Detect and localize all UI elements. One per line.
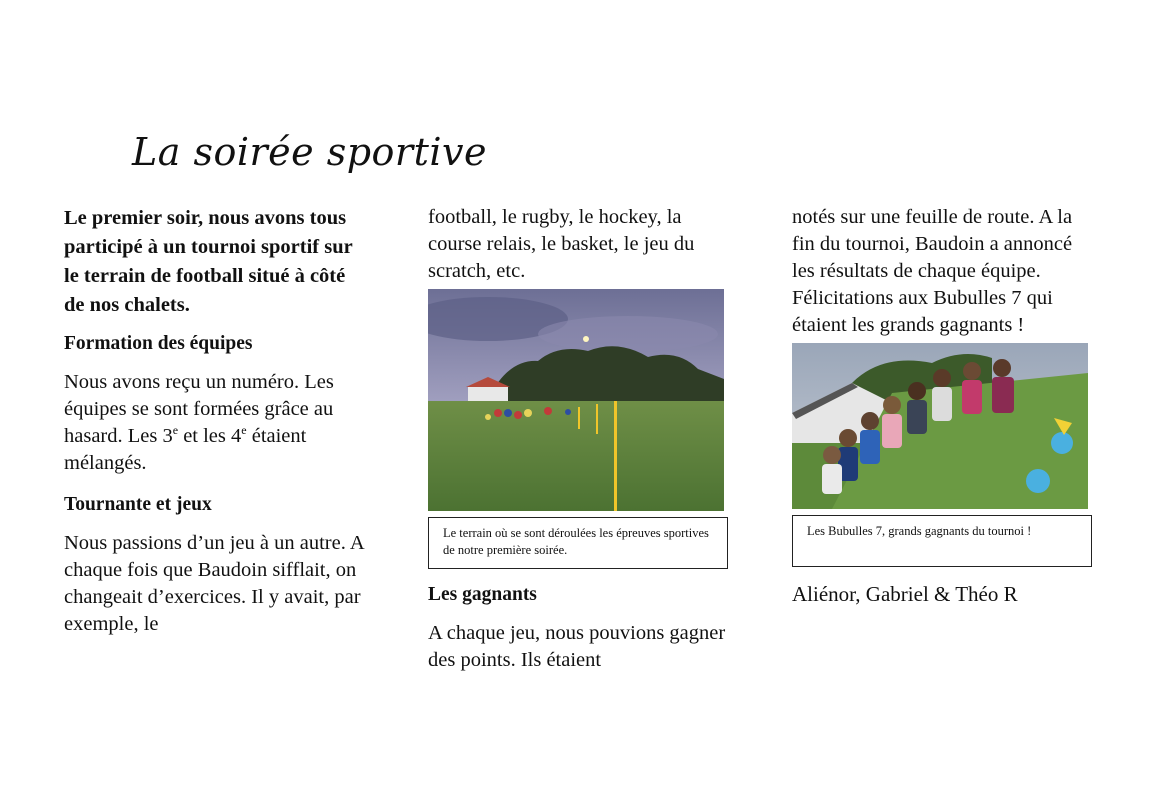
heading-tournante-jeux: Tournante et jeux bbox=[64, 494, 212, 515]
para1-text-c: étaient mélangés. bbox=[64, 425, 307, 474]
photo-winning-team bbox=[792, 343, 1088, 509]
column-2 bbox=[428, 204, 728, 684]
paragraph-tournante: Nous passions d’un jeu à un autre. A chaque fois que Baudoin sifflait, on changeait d’exercices. Il y avait, par exemple, le bbox=[64, 532, 364, 635]
author-signature: Aliénor, Gabriel & Théo R bbox=[792, 582, 1018, 606]
heading-gagnants: Les gagnants bbox=[428, 584, 537, 605]
article-title: La soirée sportive bbox=[132, 130, 487, 174]
intro-paragraph: Le premier soir, nous avons tous participé à un tournoi sportif sur le terrain de football situé à côté de nos chalets. bbox=[64, 207, 353, 316]
column-3 bbox=[792, 204, 1092, 608]
photo-caption: Le terrain où se sont déroulées les épreuves sportives de notre première soirée. bbox=[428, 517, 728, 569]
paragraph-formation bbox=[64, 369, 364, 477]
para1-text-b: et les 4 bbox=[178, 425, 242, 447]
column-1 bbox=[64, 204, 364, 648]
heading-formation-equipes: Formation des équipes bbox=[64, 333, 253, 354]
superscript-e: e bbox=[241, 423, 247, 438]
paragraph-gagnants: A chaque jeu, nous pouvions gagner des points. Ils étaient bbox=[428, 622, 726, 671]
para1-text-a: Nous avons reçu un numéro. Les équipes se sont formées grâce au hasard. Les 3 bbox=[64, 371, 334, 447]
photo-caption: Les Bubulles 7, grands gagnants du tournoi ! bbox=[792, 515, 1092, 567]
paragraph-continued: notés sur une feuille de route. A la fin du tournoi, Baudoin a annoncé les résultats de chaque équipe. Félicitations aux Bubulles 7 qui étaient les grands gagnants ! bbox=[792, 206, 1073, 336]
superscript-e: e bbox=[172, 423, 179, 438]
photo-sports-field bbox=[428, 289, 724, 511]
paragraph-continued: football, le rugby, le hockey, la course relais, le basket, le jeu du scratch, etc. bbox=[428, 206, 695, 282]
